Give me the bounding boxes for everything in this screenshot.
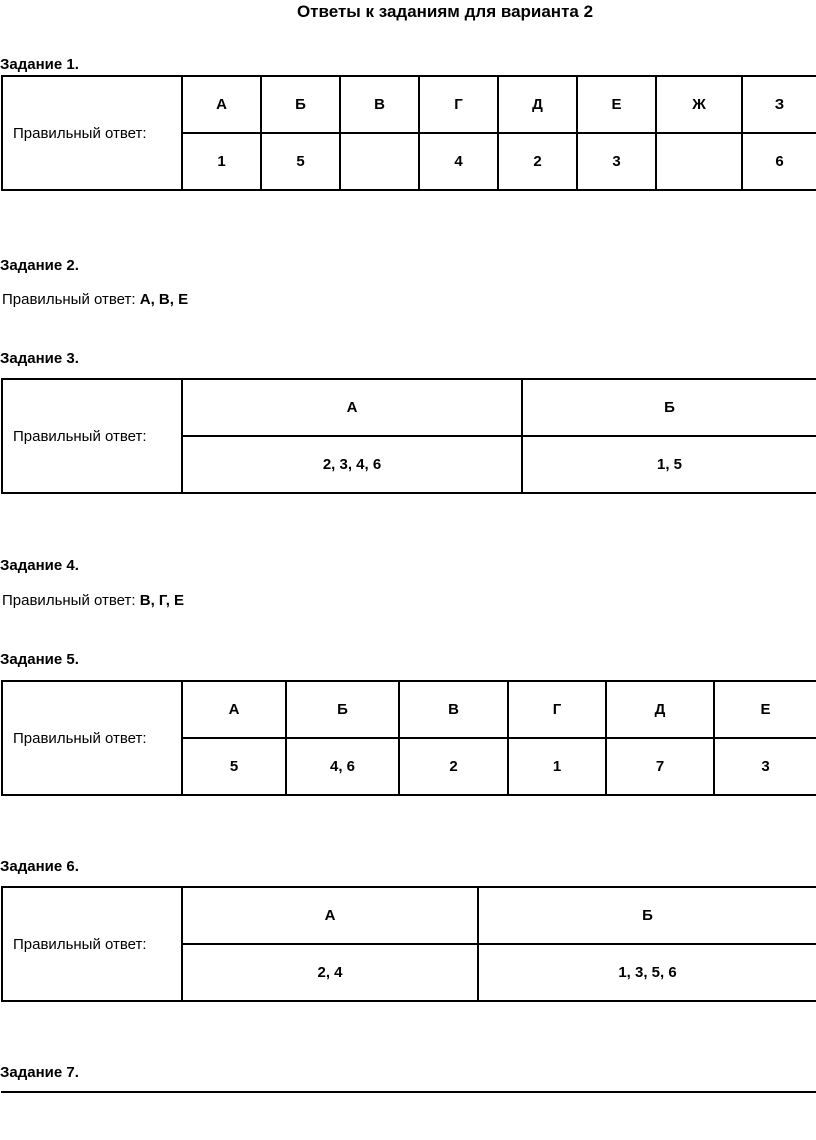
answer-cell: 4, 6: [286, 738, 399, 795]
task-5-answer-table: [1, 680, 816, 796]
letter-cell: А: [182, 887, 478, 944]
answer-cell: 1: [508, 738, 606, 795]
task-3-heading: Задание 3.: [0, 350, 79, 367]
letter-cell: В: [399, 681, 508, 738]
answer-cell: 2, 4: [182, 944, 478, 1001]
task-4-answer: [2, 592, 184, 609]
answer-cell: 2, 3, 4, 6: [182, 436, 522, 493]
letter-cell: В: [340, 76, 419, 133]
answer-label: Правильный ответ:: [2, 887, 182, 1001]
answer-cell: 3: [577, 133, 656, 190]
task-6-answer-table: [1, 886, 816, 1002]
task-1-heading: Задание 1.: [0, 56, 79, 73]
answer-cell: 2: [498, 133, 577, 190]
answer-label: Правильный ответ:: [2, 379, 182, 493]
answer-cell: [340, 133, 419, 190]
task-4-heading: Задание 4.: [0, 557, 79, 574]
answer-label: Правильный ответ:: [2, 76, 182, 190]
answer-cell: 7: [606, 738, 714, 795]
task-2-answer: [2, 291, 188, 308]
answer-cell: 3: [714, 738, 816, 795]
answer-prefix: Правильный ответ:: [2, 291, 140, 308]
answer-cell: 5: [261, 133, 340, 190]
letter-cell: Г: [419, 76, 498, 133]
letter-cell: З: [742, 76, 816, 133]
answer-label: Правильный ответ:: [2, 681, 182, 795]
letter-cell: А: [182, 681, 286, 738]
letter-cell: Е: [577, 76, 656, 133]
answer-cell: 4: [419, 133, 498, 190]
page-title: Ответы к заданиям для варианта 2: [296, 2, 594, 21]
letter-cell: А: [182, 76, 261, 133]
task-2-heading: Задание 2.: [0, 257, 79, 274]
answer-cell: 6: [742, 133, 816, 190]
task-7-table-top-border: [1, 1091, 816, 1093]
answer-value: В, Г, Е: [139, 592, 185, 609]
letter-cell: Б: [478, 887, 816, 944]
task-1-answer-table: [1, 75, 816, 191]
letter-cell: А: [182, 379, 522, 436]
letter-cell: Г: [508, 681, 606, 738]
answer-cell: 1: [182, 133, 261, 190]
answer-prefix: Правильный ответ:: [2, 592, 140, 609]
letter-cell: Д: [498, 76, 577, 133]
task-5-heading: Задание 5.: [0, 651, 79, 668]
answer-cell: 1, 5: [522, 436, 816, 493]
letter-cell: Е: [714, 681, 816, 738]
answer-cell: 1, 3, 5, 6: [478, 944, 816, 1001]
letter-cell: Ж: [656, 76, 742, 133]
answer-cell: 5: [182, 738, 286, 795]
answer-value: А, В, Е: [139, 291, 189, 308]
letter-cell: Б: [261, 76, 340, 133]
task-3-answer-table: [1, 378, 816, 494]
letter-cell: Б: [286, 681, 399, 738]
letter-cell: Б: [522, 379, 816, 436]
letter-cell: Д: [606, 681, 714, 738]
answer-cell: 2: [399, 738, 508, 795]
task-7-heading: Задание 7.: [0, 1064, 79, 1081]
answer-cell: [656, 133, 742, 190]
task-6-heading: Задание 6.: [0, 858, 79, 875]
